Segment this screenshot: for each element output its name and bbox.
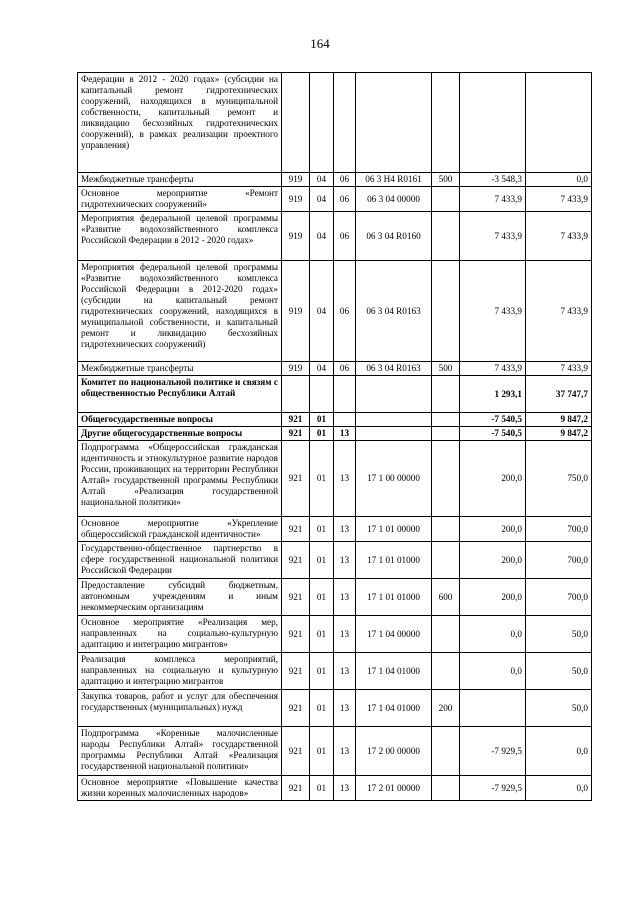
ministry-code-cell: 921	[282, 542, 310, 579]
amount-year2-cell: 9 847,2	[526, 427, 592, 441]
amount-year1-cell: 200,0	[460, 542, 526, 579]
ministry-code-cell: 921	[282, 616, 310, 653]
amount-year1-cell: 7 433,9	[460, 212, 526, 261]
target-article-cell: 17 2 01 00000	[356, 776, 432, 801]
amount-year2-cell: 0,0	[526, 727, 592, 776]
table-row	[78, 776, 592, 801]
item-name-cell: Подпрограмма «Коренные малочисленные народы Республики Алтай» государственной программы Республики Алтай «Реализация государственной национальной политики»	[78, 727, 282, 776]
table-row	[78, 579, 592, 616]
amount-year2-cell: 37 747,7	[526, 376, 592, 413]
expense-type-cell	[432, 653, 460, 690]
table-row	[78, 616, 592, 653]
amount-year2-cell: 7 433,9	[526, 261, 592, 362]
table-row	[78, 73, 592, 173]
section-code-cell: 04	[310, 362, 334, 376]
target-article-cell: 17 2 00 00000	[356, 727, 432, 776]
section-code-cell: 04	[310, 261, 334, 362]
section-code-cell: 04	[310, 187, 334, 212]
ministry-code-cell: 921	[282, 517, 310, 542]
target-article-cell: 06 3 04 R0160	[356, 212, 432, 261]
amount-year2-cell: 750,0	[526, 441, 592, 517]
section-code-cell: 04	[310, 212, 334, 261]
ministry-code-cell: 921	[282, 441, 310, 517]
subsection-code-cell: 13	[334, 776, 356, 801]
expense-type-cell: 500	[432, 173, 460, 187]
amount-year1-cell: 200,0	[460, 517, 526, 542]
amount-year1-cell: -3 548,3	[460, 173, 526, 187]
amount-year1-cell: -7 929,5	[460, 727, 526, 776]
table-row	[78, 441, 592, 517]
section-code-cell	[310, 376, 334, 413]
target-article-cell: 17 1 00 00000	[356, 441, 432, 517]
table-body	[78, 73, 592, 801]
ministry-code-cell: 919	[282, 261, 310, 362]
subsection-code-cell: 13	[334, 427, 356, 441]
table-row	[78, 427, 592, 441]
target-article-cell	[356, 413, 432, 427]
item-name-cell: Федерации в 2012 - 2020 годах» (субсидии на капитальный ремонт гидротехнических сооружений, находящихся в муниципальной собственности, капитальный ремонт и ликвидацию бесхозяйных гидротехнических сооружений), в рамках реализации проектного управления)	[78, 73, 282, 173]
table-row	[78, 413, 592, 427]
expense-type-cell	[432, 413, 460, 427]
subsection-code-cell: 13	[334, 441, 356, 517]
subsection-code-cell	[334, 376, 356, 413]
item-name-cell: Другие общегосударственные вопросы	[78, 427, 282, 441]
subsection-code-cell: 06	[334, 173, 356, 187]
amount-year2-cell: 7 433,9	[526, 212, 592, 261]
amount-year1-cell: -7 540,5	[460, 413, 526, 427]
item-name-cell: Основное мероприятие «Укрепление общероссийской гражданской идентичности»	[78, 517, 282, 542]
expense-type-cell	[432, 441, 460, 517]
subsection-code-cell: 13	[334, 616, 356, 653]
ministry-code-cell: 921	[282, 579, 310, 616]
section-code-cell: 01	[310, 690, 334, 727]
item-name-cell: Мероприятия федеральной целевой программы «Развитие водохозяйственного комплекса Российской Федерации в 2012 - 2020 годах»	[78, 212, 282, 261]
subsection-code-cell: 06	[334, 212, 356, 261]
amount-year1-cell: 1 293,1	[460, 376, 526, 413]
amount-year1-cell: 0,0	[460, 653, 526, 690]
amount-year1-cell: 200,0	[460, 441, 526, 517]
amount-year2-cell: 50,0	[526, 653, 592, 690]
section-code-cell: 01	[310, 776, 334, 801]
expense-type-cell	[432, 261, 460, 362]
item-name-cell: Межбюджетные трансферты	[78, 362, 282, 376]
item-name-cell: Закупка товаров, работ и услуг для обеспечения государственных (муниципальных) нужд	[78, 690, 282, 727]
section-code-cell: 04	[310, 173, 334, 187]
target-article-cell: 06 3 Н4 R0161	[356, 173, 432, 187]
item-name-cell: Межбюджетные трансферты	[78, 173, 282, 187]
amount-year1-cell	[460, 73, 526, 173]
item-name-cell: Реализация комплекса мероприятий, направленных на социальную и культурную адаптацию и интеграцию мигрантов	[78, 653, 282, 690]
expense-type-cell	[432, 376, 460, 413]
expense-type-cell	[432, 542, 460, 579]
section-code-cell: 01	[310, 579, 334, 616]
ministry-code-cell: 919	[282, 362, 310, 376]
item-name-cell: Комитет по национальной политике и связям с общественностью Республики Алтай	[78, 376, 282, 413]
section-code-cell: 01	[310, 517, 334, 542]
target-article-cell	[356, 376, 432, 413]
amount-year2-cell: 0,0	[526, 776, 592, 801]
item-name-cell: Основное мероприятие «Ремонт гидротехнических сооружений»	[78, 187, 282, 212]
subsection-code-cell	[334, 73, 356, 173]
target-article-cell	[356, 427, 432, 441]
expense-type-cell: 600	[432, 579, 460, 616]
amount-year1-cell: 7 433,9	[460, 261, 526, 362]
amount-year1-cell	[460, 690, 526, 727]
page-number: 164	[310, 36, 330, 51]
subsection-code-cell: 13	[334, 517, 356, 542]
amount-year1-cell: 0,0	[460, 616, 526, 653]
table-row	[78, 690, 592, 727]
subsection-code-cell: 06	[334, 362, 356, 376]
amount-year2-cell: 7 433,9	[526, 362, 592, 376]
amount-year1-cell: 200,0	[460, 579, 526, 616]
item-name-cell: Предоставление субсидий бюджетным, автономным учреждениям и иным некоммерческим организациям	[78, 579, 282, 616]
ministry-code-cell: 921	[282, 690, 310, 727]
target-article-cell: 17 1 04 00000	[356, 616, 432, 653]
section-code-cell: 01	[310, 427, 334, 441]
subsection-code-cell: 13	[334, 542, 356, 579]
target-article-cell: 06 3 04 R0163	[356, 261, 432, 362]
ministry-code-cell: 921	[282, 427, 310, 441]
section-code-cell: 01	[310, 653, 334, 690]
table-row	[78, 212, 592, 261]
table-row	[78, 727, 592, 776]
expense-type-cell	[432, 212, 460, 261]
section-code-cell: 01	[310, 413, 334, 427]
ministry-code-cell: 919	[282, 187, 310, 212]
item-name-cell: Подпрограмма «Общероссийская гражданская идентичность и этнокультурное развитие народов России, проживающих на территории Республики Алтай» государственной программы Республики Алтай «Реализация государственной национальной политики»	[78, 441, 282, 517]
expense-type-cell	[432, 427, 460, 441]
table-row	[78, 517, 592, 542]
subsection-code-cell	[334, 413, 356, 427]
amount-year1-cell: -7 540,5	[460, 427, 526, 441]
table-row	[78, 173, 592, 187]
expense-type-cell: 200	[432, 690, 460, 727]
subsection-code-cell: 13	[334, 690, 356, 727]
budget-table	[77, 72, 592, 801]
section-code-cell: 01	[310, 727, 334, 776]
amount-year2-cell: 50,0	[526, 690, 592, 727]
target-article-cell	[356, 73, 432, 173]
amount-year2-cell	[526, 73, 592, 173]
amount-year2-cell: 700,0	[526, 517, 592, 542]
target-article-cell: 17 1 01 00000	[356, 517, 432, 542]
table-row	[78, 376, 592, 413]
section-code-cell: 01	[310, 542, 334, 579]
ministry-code-cell: 919	[282, 173, 310, 187]
table-row	[78, 187, 592, 212]
ministry-code-cell: 921	[282, 727, 310, 776]
ministry-code-cell	[282, 73, 310, 173]
ministry-code-cell: 919	[282, 212, 310, 261]
expense-type-cell	[432, 776, 460, 801]
item-name-cell: Мероприятия федеральной целевой программы «Развитие водохозяйственного комплекса Российской Федерации в 2012-2020 годах» (субсидии на капитальный ремонт гидротехнических сооружений, находящихся в муниципальной собственности, и капитальный ремонт и ликвидацию бесхозяйных гидротехнических сооружений)	[78, 261, 282, 362]
ministry-code-cell: 921	[282, 653, 310, 690]
item-name-cell: Основное мероприятие «Реализация мер, направленных на социально-культурную адаптацию и интеграцию мигрантов»	[78, 616, 282, 653]
ministry-code-cell	[282, 376, 310, 413]
expense-type-cell	[432, 187, 460, 212]
ministry-code-cell: 921	[282, 776, 310, 801]
amount-year2-cell: 700,0	[526, 579, 592, 616]
subsection-code-cell: 13	[334, 727, 356, 776]
table-row	[78, 542, 592, 579]
table-row	[78, 261, 592, 362]
expense-type-cell: 500	[432, 362, 460, 376]
target-article-cell: 17 1 01 01000	[356, 579, 432, 616]
target-article-cell: 06 3 04 00000	[356, 187, 432, 212]
expense-type-cell	[432, 616, 460, 653]
amount-year2-cell: 7 433,9	[526, 187, 592, 212]
expense-type-cell	[432, 73, 460, 173]
amount-year1-cell: 7 433,9	[460, 362, 526, 376]
item-name-cell: Государственно-общественное партнерство в сфере государственной национальной политики Российской Федерации	[78, 542, 282, 579]
item-name-cell: Основное мероприятие «Повышение качества жизни коренных малочисленных народов»	[78, 776, 282, 801]
subsection-code-cell: 13	[334, 579, 356, 616]
subsection-code-cell: 13	[334, 653, 356, 690]
amount-year1-cell: 7 433,9	[460, 187, 526, 212]
ministry-code-cell: 921	[282, 413, 310, 427]
table-row	[78, 653, 592, 690]
section-code-cell: 01	[310, 441, 334, 517]
target-article-cell: 17 1 01 01000	[356, 542, 432, 579]
amount-year2-cell: 9 847,2	[526, 413, 592, 427]
amount-year2-cell: 50,0	[526, 616, 592, 653]
amount-year2-cell: 700,0	[526, 542, 592, 579]
table-row	[78, 362, 592, 376]
amount-year2-cell: 0,0	[526, 173, 592, 187]
target-article-cell: 06 3 04 R0163	[356, 362, 432, 376]
item-name-cell: Общегосударственные вопросы	[78, 413, 282, 427]
subsection-code-cell: 06	[334, 187, 356, 212]
section-code-cell: 01	[310, 616, 334, 653]
expense-type-cell	[432, 727, 460, 776]
section-code-cell	[310, 73, 334, 173]
amount-year1-cell: -7 929,5	[460, 776, 526, 801]
target-article-cell: 17 1 04 01000	[356, 690, 432, 727]
expense-type-cell	[432, 517, 460, 542]
target-article-cell: 17 1 04 01000	[356, 653, 432, 690]
subsection-code-cell: 06	[334, 261, 356, 362]
